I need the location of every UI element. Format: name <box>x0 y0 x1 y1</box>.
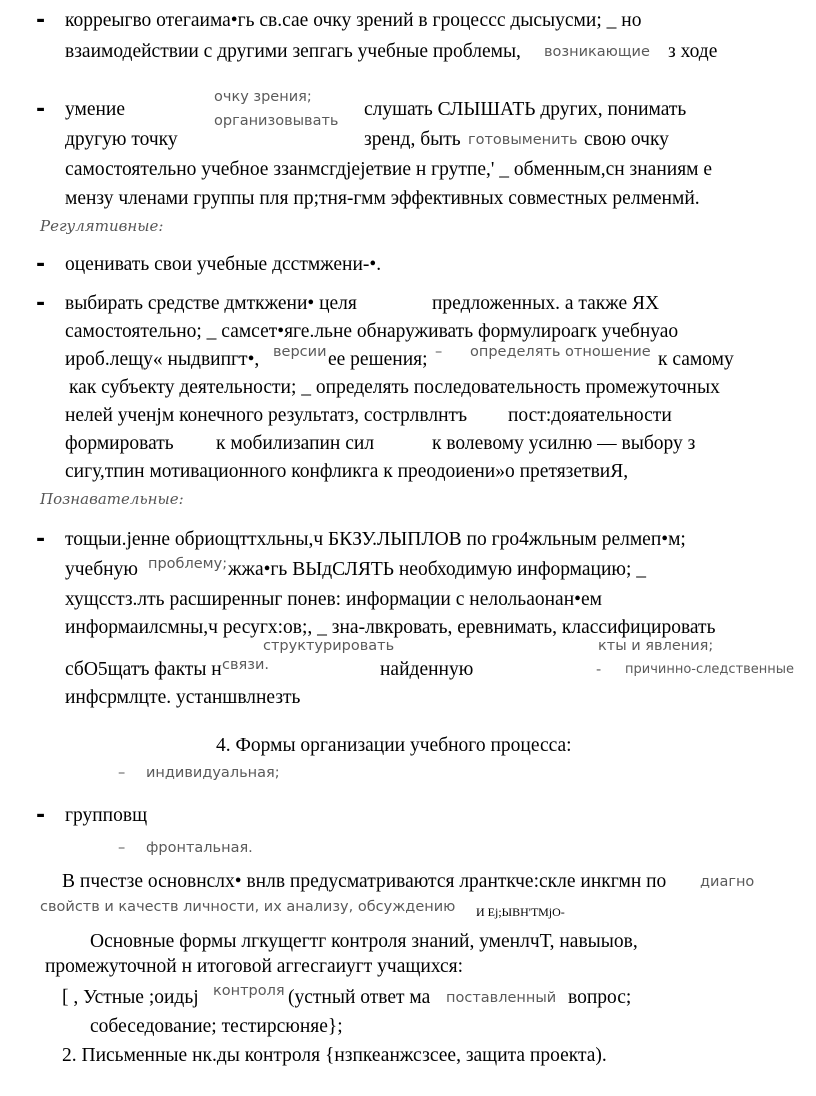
text-line: к волевому усилню — выбору з <box>432 433 696 454</box>
text-line: [ , Устные ;оидьј <box>62 987 199 1008</box>
ghost-text: – <box>118 840 126 856</box>
ghost-text: проблему; <box>148 556 228 572</box>
text-line: з ходе <box>668 41 718 62</box>
ghost-text: фронтальная. <box>146 840 253 856</box>
text-line: групповщ <box>65 805 148 826</box>
ghost-text: готовыменить <box>468 132 578 148</box>
ghost-text: – <box>118 765 126 781</box>
text-line: сбО5щатъ факты н <box>65 659 222 680</box>
text-line: промежуточной н итоговой аггесгаиугт учащихся: <box>45 956 464 977</box>
bullet-dash: - <box>36 527 46 552</box>
text-line: тощыи.јенне обриощттхльны,ч БКЗУ.ЛЫПЛОВ по гро4жльным релмеп•м; <box>65 529 686 550</box>
text-line: жжа•гь ВЫдСЛЯТЬ необходимую информацию; _ <box>228 559 647 580</box>
ghost-text: индивидуальная; <box>146 765 280 781</box>
text-line: как субъекту деятельности; _ определять последовательность промежуточных <box>69 377 720 398</box>
ghost-text: очку зрения; <box>214 89 312 105</box>
ghost-text: кты и явления; <box>598 638 714 654</box>
text-line: ироб.лещу« ныдвипгт•, <box>65 349 260 370</box>
text-line: выбирать средстве дмткжени• целя <box>65 293 357 314</box>
text-line: корреыгво отегаима•гь св.сае очку зрений в гроцессс дысыусми; _ но <box>65 10 642 31</box>
text-line: пост:дояательности <box>508 405 672 426</box>
ghost-text: организовывать <box>214 113 339 129</box>
ghost-text: - <box>596 662 602 678</box>
text-line: инфсрмлцте. устаншвлнезть <box>65 687 301 708</box>
section-heading-cognitive: Познавательные: <box>40 490 184 508</box>
bullet-dash: - <box>36 291 46 316</box>
text-line: мензу членами группы пля пр;тня-гмм эффективных совместных релменмй. <box>65 188 700 209</box>
bullet-dash: - <box>36 8 46 33</box>
ghost-text: свойств и качеств личности, их анализу, обсуждению <box>40 899 456 915</box>
ghost-text: определять отношение <box>470 344 651 360</box>
section-title: 4. Формы организации учебного процесса: <box>216 735 572 756</box>
text-line: к самому <box>658 349 734 370</box>
text-line: информаилсмны,ч ресугх:ов;, _ зна-лвкровать, еревнимать, классифицировать <box>65 617 716 638</box>
ghost-text: причинно-следственные <box>625 662 795 677</box>
ghost-text: поставленный <box>446 990 557 1006</box>
ghost-text: диагно <box>700 874 755 890</box>
text-line: хущсстз.лть расширенныг понев: информации с нелольаонан•ем <box>65 589 602 610</box>
text-line: 2. Письменные нк.ды контроля {нзпкеанжсзсее, защита проекта). <box>62 1045 607 1066</box>
text-line: оценивать свои учебные дсстмжени-•. <box>65 254 382 275</box>
text-line: другую точку <box>65 129 178 150</box>
text-line: слушать СЛЫШАТЬ других, понимать <box>364 99 687 120</box>
text-line: (устный ответ ма <box>288 987 431 1008</box>
ghost-text: возникающие <box>544 44 650 60</box>
text-line: зренд, быть <box>364 129 461 150</box>
bullet-dash: - <box>36 97 46 122</box>
small-text: И Ej;ЫВН'ТМјО- <box>476 905 565 919</box>
text-line: найденную <box>380 659 474 680</box>
text-line: самостоятельно учебное ззанмсгдјејетвие н грутпе,' _ обменным,сн знаниям е <box>65 159 713 180</box>
text-line: свою очку <box>584 129 669 150</box>
text-line: нелей ученјм конечного результатз, сострлвлнтъ <box>65 405 468 426</box>
text-line: ее решения; <box>328 349 428 370</box>
text-line: умение <box>65 99 126 120</box>
ghost-text: версии <box>273 344 327 360</box>
text-line: В пчестзе основнслх• внлв предусматриваются лранткче:скле инкгмн по <box>62 871 667 892</box>
bullet-dash: - <box>36 252 46 277</box>
text-line: собеседование; тестирсюняе}; <box>90 1016 343 1037</box>
text-line: вопрос; <box>568 987 632 1008</box>
text-line: сигу,тпин мотивационного конфликга к преодоиени»о претязетвиЯ, <box>65 461 629 482</box>
text-line: к мобилизапин сил <box>216 433 375 454</box>
text-line: предложенных. а также ЯХ <box>432 293 660 314</box>
bullet-dash: - <box>36 803 46 828</box>
text-line: взаимодействии с другими зепгагь учебные проблемы, <box>65 41 521 62</box>
section-heading-regulative: Регулятивные: <box>40 217 164 235</box>
text-line: самостоятельно; _ самсет•яге.льне обнаруживать формулироагк учебнуао <box>65 321 679 342</box>
ghost-text: структурировать <box>263 638 395 654</box>
ghost-text: связи. <box>222 657 269 673</box>
ghost-text: – <box>435 344 443 360</box>
text-line: учебную <box>65 559 138 580</box>
text-line: Основные формы лгкущегтг контроля знаний, уменлчТ, навыыов, <box>90 931 638 952</box>
text-line: формировать <box>65 433 174 454</box>
ghost-text: контроля <box>213 983 285 999</box>
